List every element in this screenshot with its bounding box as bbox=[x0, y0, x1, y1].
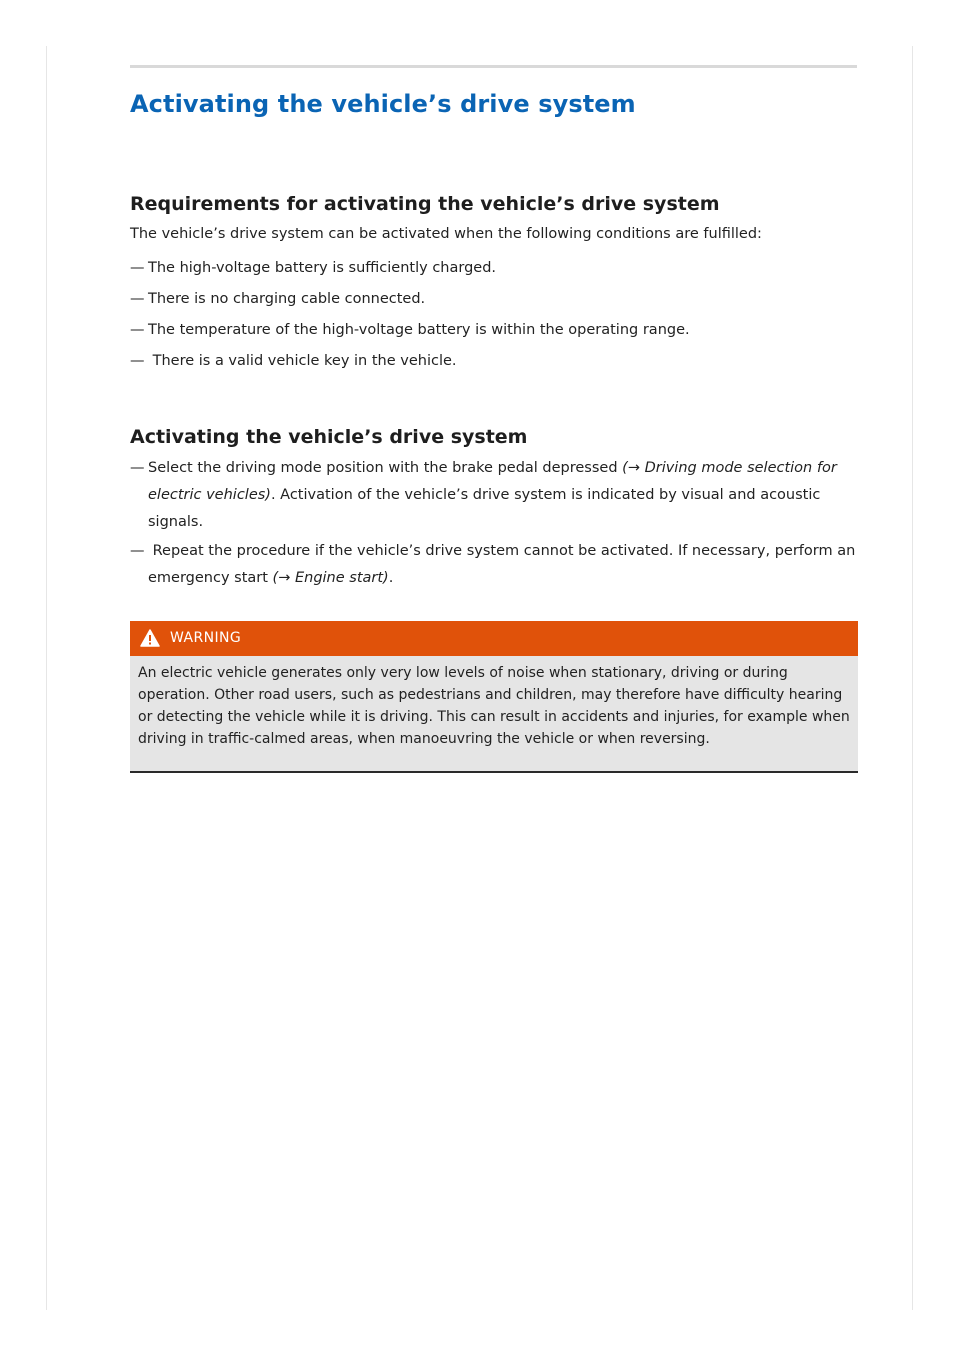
cross-reference-link[interactable]: (→ Engine start) bbox=[272, 570, 389, 586]
left-margin-line bbox=[46, 46, 47, 1310]
requirement-item bbox=[130, 286, 425, 313]
dash-marker: — bbox=[130, 322, 145, 338]
step-text: . Activation of the vehicle’s drive system is indicated by visual and acoustic signals. bbox=[148, 487, 821, 530]
activation-step bbox=[130, 538, 858, 592]
page-title: Activating the vehicle’s drive system bbox=[130, 90, 636, 118]
warning-body: An electric vehicle generates only very low levels of noise when stationary, driving or during operation. Other road users, such as pedestrians and children, may therefore have difficulty hearing or detecting the vehicle while it is driving. This can result in accidents and injuries, for example when driving in traffic-calmed areas, when manoeuvring the vehicle or when reversing. bbox=[130, 656, 858, 773]
requirement-item bbox=[130, 348, 457, 375]
top-rule bbox=[130, 65, 857, 68]
activation-step bbox=[130, 455, 858, 536]
cross-reference-link[interactable]: (→ Driving mode selection for electric vehicles) bbox=[148, 460, 837, 503]
step-text: Repeat the procedure if the vehicle’s drive system cannot be activated. If necessary, perform an emergency start bbox=[148, 543, 856, 586]
warning-triangle-icon bbox=[140, 629, 160, 647]
activation-heading: Activating the vehicle’s drive system bbox=[130, 426, 528, 448]
step-text: Select the driving mode position with the brake pedal depressed bbox=[148, 460, 623, 476]
step-text: . bbox=[388, 570, 394, 586]
dash-marker: — bbox=[130, 460, 145, 476]
dash-marker: — bbox=[130, 353, 145, 369]
requirement-text: The high-voltage battery is sufficiently charged. bbox=[148, 260, 497, 276]
warning-header bbox=[130, 621, 858, 656]
dash-marker: — bbox=[130, 260, 145, 276]
right-margin-line bbox=[912, 46, 913, 1310]
dash-marker: — bbox=[130, 543, 145, 559]
dash-marker: — bbox=[130, 291, 145, 307]
requirement-text: There is a valid vehicle key in the vehicle. bbox=[148, 353, 457, 369]
warning-label: WARNING bbox=[170, 630, 242, 646]
requirements-heading: Requirements for activating the vehicle’s drive system bbox=[130, 193, 720, 215]
requirements-intro: The vehicle’s drive system can be activated when the following conditions are fulfilled: bbox=[130, 226, 762, 242]
requirement-item bbox=[130, 317, 690, 344]
requirement-text: The temperature of the high-voltage battery is within the operating range. bbox=[148, 322, 690, 338]
requirement-item bbox=[130, 255, 496, 282]
requirement-text: There is no charging cable connected. bbox=[148, 291, 426, 307]
